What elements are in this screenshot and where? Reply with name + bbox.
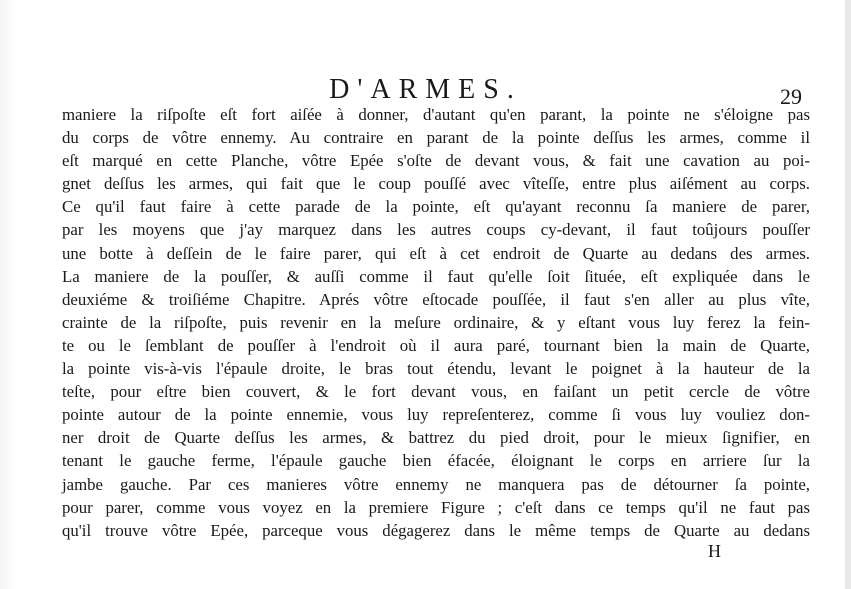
- text-line: teſte, pour eſtre bien couvert, & le fort devant vous, en faiſant un petit cercle de vôtre: [62, 382, 810, 402]
- text-line: gnet deſſus les armes, qui fait que le coup pouſſé avec vîteſſe, entre plus aiſément au corps.: [62, 174, 810, 194]
- text-line: pour parer, comme vous voyez en la premiere Figure ; c'eſt dans ce temps qu'il ne faut pas: [62, 497, 810, 517]
- text-line: eſt marqué en cette Planche, vôtre Epée s'oſte de devant vous, & fait une cavation au poi-: [62, 151, 810, 171]
- text-line: pointe autour de la pointe ennemie, vous luy repreſenterez, comme ſi vous luy vouliez don-: [62, 405, 810, 425]
- text-line: par les moyens que j'ay marquez dans les autres coups cy-devant, il faut toûjours pouſſer: [62, 220, 810, 240]
- text-line: jambe gauche. Par ces manieres vôtre ennemy ne manquera pas de détourner ſa pointe,: [62, 474, 810, 494]
- running-head: D'ARMES.: [329, 74, 522, 105]
- signature-mark: H: [708, 541, 721, 561]
- text-line: crainte de la riſpoſte, puis revenir en la meſure ordinaire, & y eſtant vous luy ferez la fein-: [62, 312, 810, 332]
- text-line: la pointe vis-à-vis l'épaule droite, le bras tout étendu, levant le poignet à la hauteur de la: [62, 359, 810, 379]
- text-line: du corps de vôtre ennemy. Au contraire en parant de la pointe deſſus les armes, comme il: [62, 128, 810, 148]
- text-line: ner droit de Quarte deſſus les armes, & battrez du pied droit, pour le mieux ſignifier, en: [62, 428, 810, 448]
- text-line: Ce qu'il faut faire à cette parade de la pointe, eſt qu'ayant reconnu ſa maniere de parer,: [62, 197, 810, 217]
- text-line: te ou le ſemblant de pouſſer à l'endroit où il aura paré, tournant bien la main de Quarte,: [62, 335, 810, 355]
- text-line: une botte à deſſein de le faire parer, qui eſt à cet endroit de Quarte au dedans des armes.: [62, 243, 810, 263]
- text-line: maniere la riſpoſte eſt fort aiſée à donner, d'autant qu'en parant, la pointe ne s'éloigne pas: [62, 105, 810, 124]
- text-line: deuxiéme & troiſiéme Chapitre. Aprés vôtre eſtocade pouſſée, il faut s'en aller au plus vîte,: [62, 289, 810, 309]
- text-line: La maniere de la pouſſer, & auſſi comme il faut qu'elle ſoit ſituée, eſt expliquée dans le: [62, 266, 810, 286]
- body-text: [62, 103, 810, 542]
- page-number: 29: [780, 84, 802, 109]
- text-line: tenant le gauche ferme, l'épaule gauche bien éfacée, éloignant le corps en arriere ſur la: [62, 451, 810, 471]
- text-line: qu'il trouve vôtre Epée, parceque vous dégagerez dans le même temps de Quarte au dedans: [62, 520, 810, 540]
